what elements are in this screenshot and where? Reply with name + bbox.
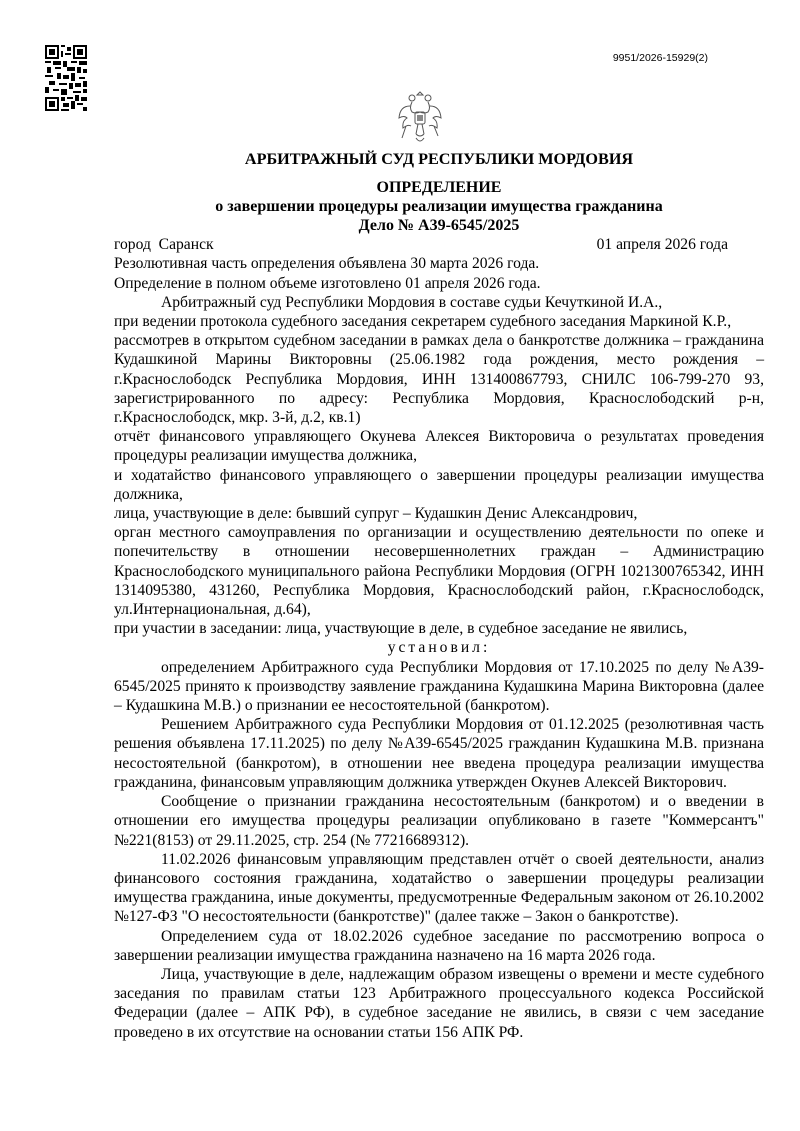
russian-coat-of-arms-icon <box>398 88 442 146</box>
document-type: ОПРЕДЕЛЕНИЕ <box>376 179 502 197</box>
intro-paragraph: при ведении протокола судебного заседания секретарем судебного заседания Маркиной К.Р., <box>114 313 732 331</box>
document-body <box>114 150 764 1042</box>
intro-paragraph: лица, участвующие в деле: бывший супруг – Кудашкин Денис Александрович, <box>114 505 638 523</box>
intro-paragraph: отчёт финансового управляющего Окунева Алексея Викторовича о результатах проведения процедуры реализации имущества должника, <box>114 428 764 465</box>
body-paragraph: 11.02.2026 финансовым управляющим представлен отчёт о своей деятельности, анализ финансового состояния гражданина, ходатайство о завершении процедуры реализации имущества гражданина, иные документы, предусмотренные Федеральным законом от 26.10.2002 №127-ФЗ "О несостоятельности (банкротстве)" (далее также – Закон о банкротстве). <box>114 850 764 926</box>
intro-paragraph: орган местного самоуправления по организации и осуществлению деятельности по опеке и попечительству в отношении несовершеннолетних граждан – Администрацию Краснослободского муниципального района Республики Мордовия (ОГРН 1021300765342, ИНН 1314095380, 431260, Республика Мордовия, Краснослободский район, г.Краснослободск, ул.Интернациональная, д.64), <box>114 524 764 619</box>
body-paragraph: Сообщение о признании гражданина несостоятельным (банкротом) и о введении в отношении его имущества процедуры реализации опубликовано в газете "Коммерсантъ" №221(8153) от 29.11.2025, стр. 254 (№ 77216689312). <box>114 793 764 849</box>
decision-date: 01 апреля 2026 года <box>596 236 728 254</box>
body-paragraph: определением Арбитражного суда Республики Мордовия от 17.10.2025 по делу №А39-6545/2025 принято к производству заявление гражданина Кудашкина Марина Викторовна (далее – Кудашкина М.В.) о признании ее несостоятельной (банкротом). <box>114 658 764 715</box>
resolution-announced: Резолютивная часть определения объявлена 30 марта 2026 года. <box>114 255 540 273</box>
case-number: Дело № А39-6545/2025 <box>358 217 520 235</box>
body-paragraph: Лица, участвующие в деле, надлежащим образом извещены о времени и месте судебного заседания по правилам статьи 123 Арбитражного процессуального кодекса Российской Федерации (далее – АПК РФ), в судебное заседание не явились, в связи с чем заседание проведено в их отсутствие на основании статьи 156 АПК РФ. <box>114 965 764 1041</box>
body-paragraph: Определением суда от 18.02.2026 судебное заседание по рассмотрению вопроса о завершении реализации имущества гражданина назначено на 16 марта 2026 года. <box>114 927 764 964</box>
intro-paragraph: при участии в заседании: лица, участвующие в деле, в судебное заседание не явились, <box>114 620 688 638</box>
intro-paragraph: и ходатайство финансового управляющего о завершении процедуры реализации имущества должника, <box>114 466 764 503</box>
intro-paragraph: рассмотрев в открытом судебном заседании в рамках дела о банкротстве должника – гражданина Кудашкиной Марины Викторовны (25.06.1982 года рождения, место рождения – г.Краснослободск Республика Мордовия, ИНН 131400867793, СНИЛС 106-799-270 93, зарегистрированного по адресу: Республика Мордовия, Краснослободский р-н, г.Краснослободск, мкр. 3-й, д.2, кв.1) <box>114 332 764 427</box>
city: город Саранск <box>114 236 214 254</box>
court-name: АРБИТРАЖНЫЙ СУД РЕСПУБЛИКИ МОРДОВИЯ <box>244 150 634 168</box>
full-text-prepared: Определение в полном объеме изготовлено 01 апреля 2026 года. <box>114 274 541 292</box>
body-paragraph: Решением Арбитражного суда Республики Мордовия от 01.12.2025 (резолютивная часть решения объявлена 17.11.2025) по делу №А39-6545/2025 гражданин Кудашкина М.В. признана несостоятельной (банкротом), в отношении нее введена процедура реализации имущества гражданина, финансовым управляющим должника утвержден Окунев Алексей Викторович. <box>114 716 764 791</box>
established-heading: установил: <box>387 639 491 657</box>
city-date-row <box>114 235 764 254</box>
document-number: 9951/2026-15929(2) <box>612 52 708 64</box>
document-subject: о завершении процедуры реализации имущества гражданина <box>215 198 663 216</box>
intro-paragraph: Арбитражный суд Республики Мордовия в составе судьи Кечуткиной И.А., <box>161 293 663 311</box>
qr-code-icon <box>45 45 87 111</box>
